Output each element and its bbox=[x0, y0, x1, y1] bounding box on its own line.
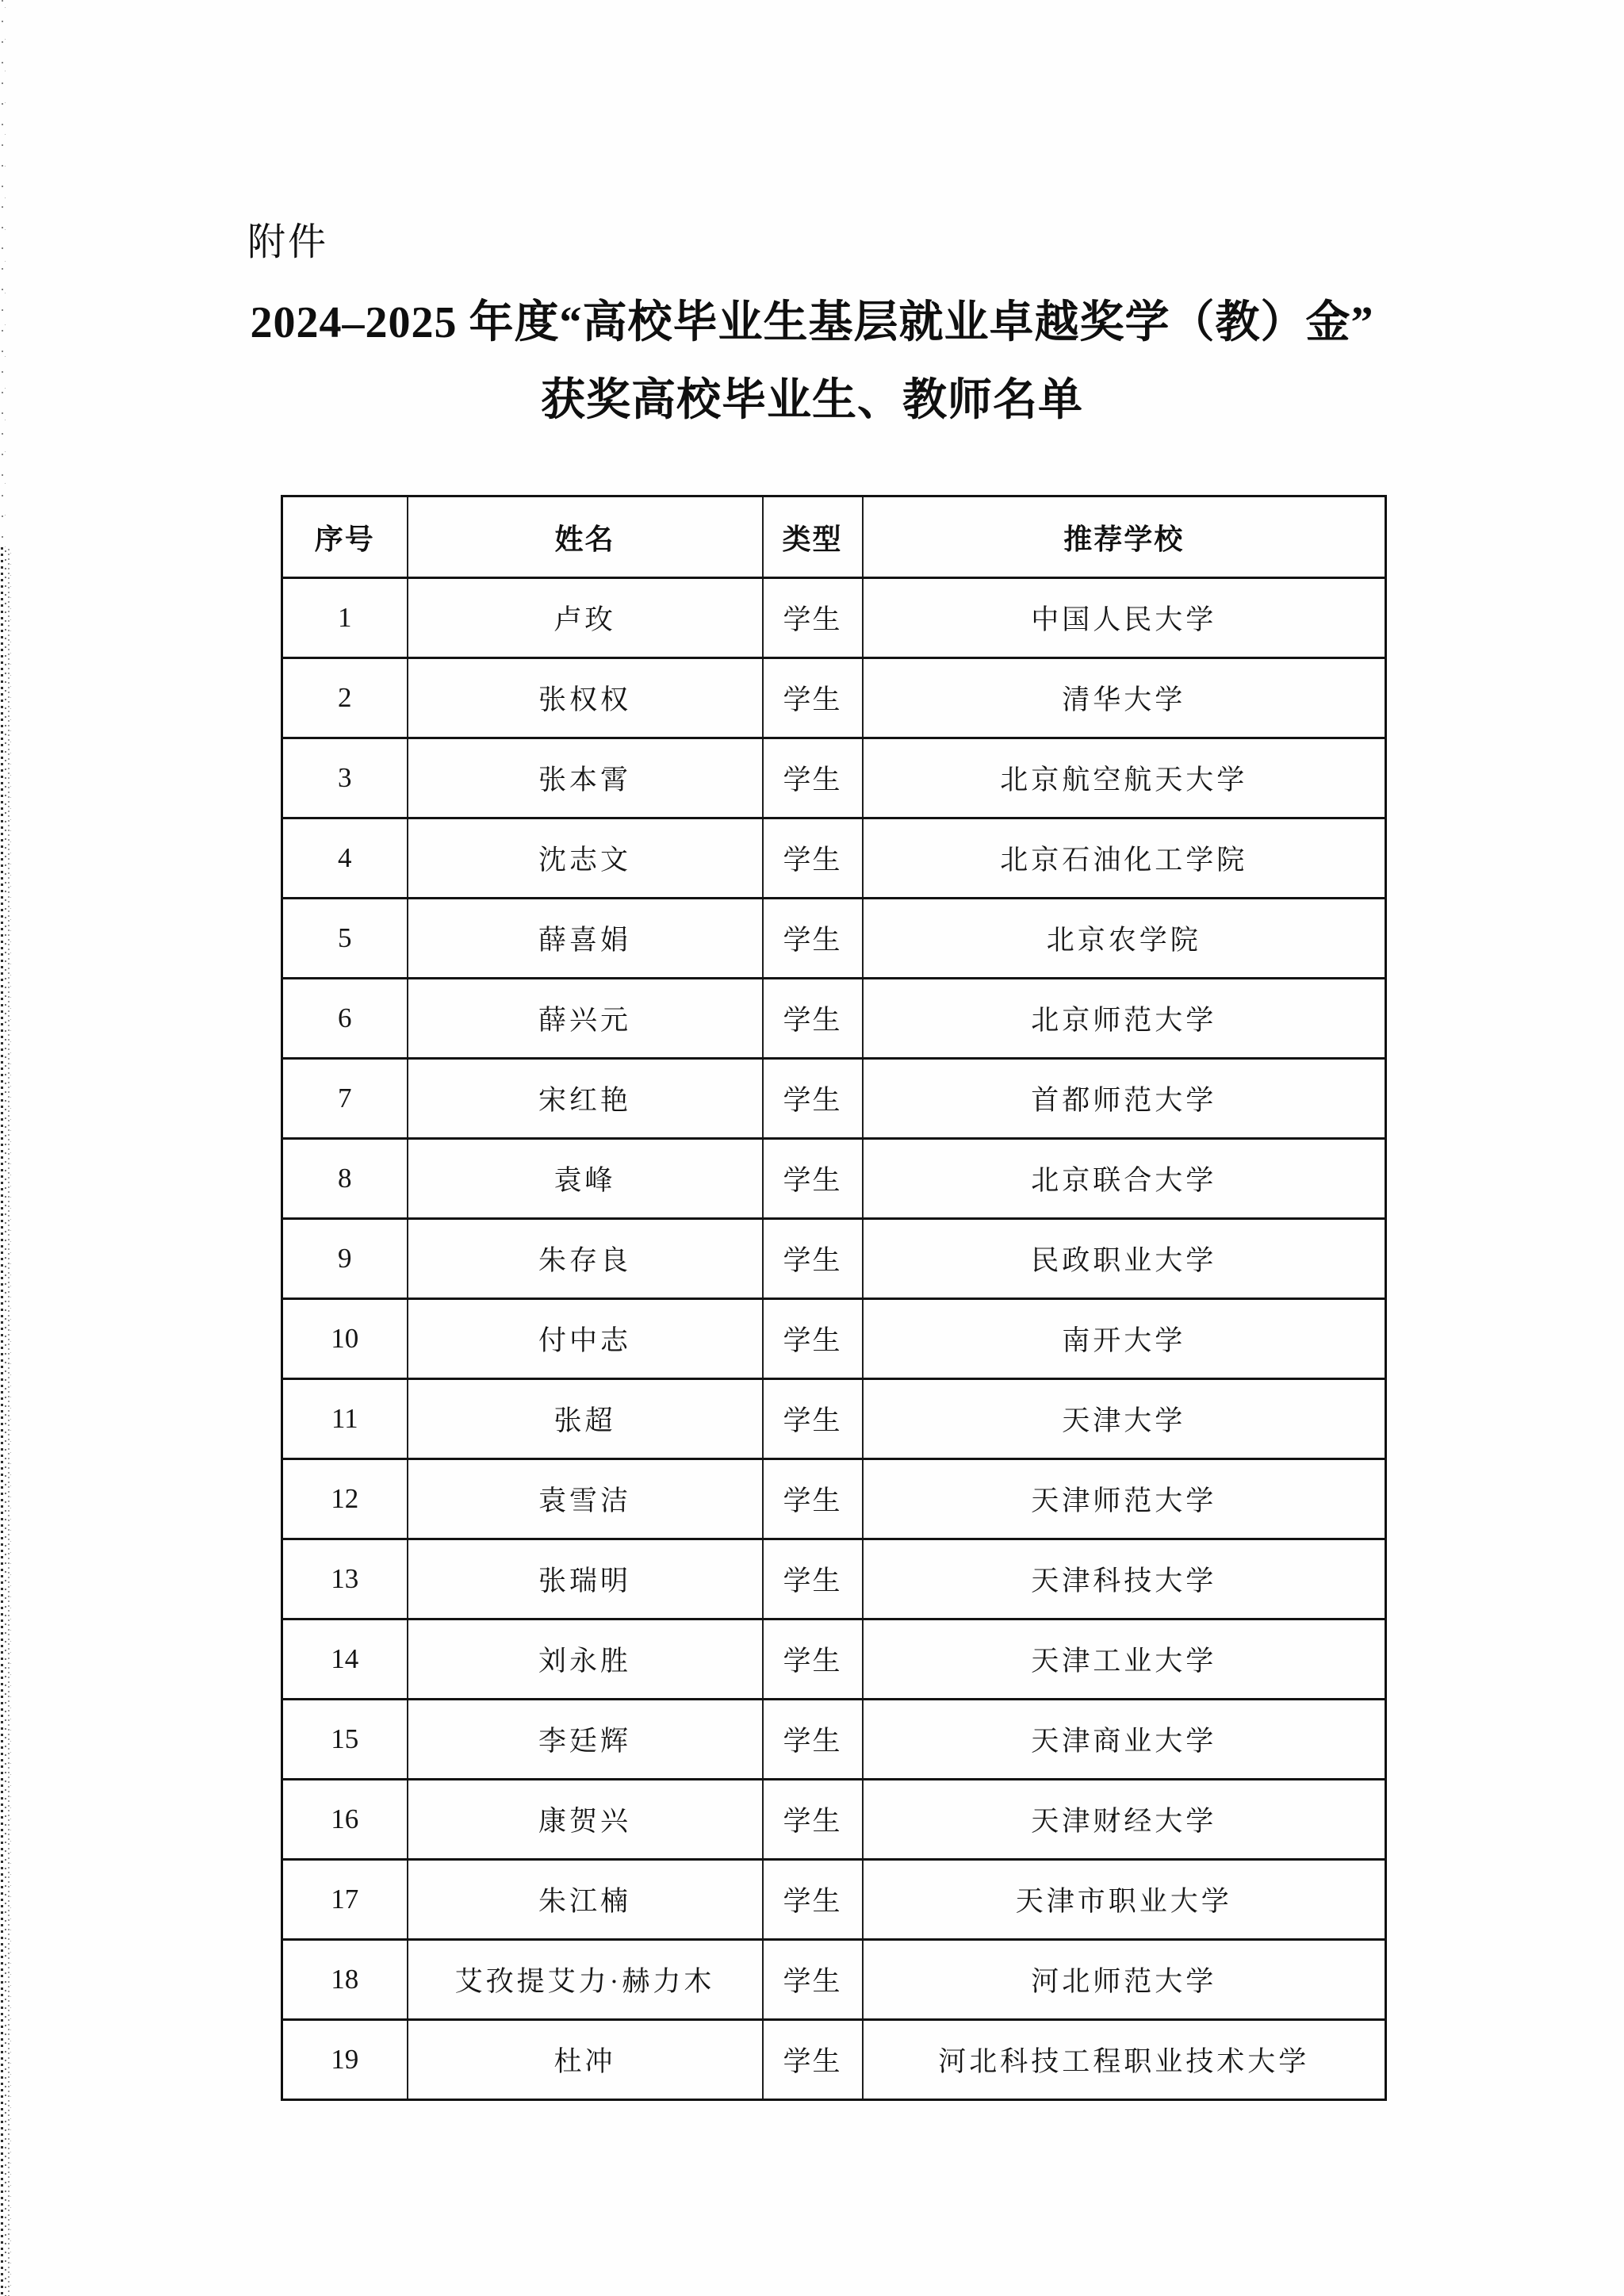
cell-recommending-school: 天津工业大学 bbox=[863, 1619, 1386, 1700]
table-row bbox=[282, 1459, 1386, 1539]
attachment-label: 附件 bbox=[247, 221, 329, 263]
scan-artifact-left-edge bbox=[0, 547, 13, 2296]
cell-recommending-school: 中国人民大学 bbox=[863, 578, 1386, 658]
cell-recommending-school: 北京石油化工学院 bbox=[863, 818, 1386, 899]
cell-serial-number: 18 bbox=[282, 1940, 408, 2020]
cell-recommending-school: 首都师范大学 bbox=[863, 1059, 1386, 1139]
table-row bbox=[282, 738, 1386, 818]
cell-type: 学生 bbox=[763, 1860, 863, 1940]
cell-serial-number: 11 bbox=[282, 1379, 408, 1459]
table-row bbox=[282, 1539, 1386, 1619]
cell-serial-number: 5 bbox=[282, 899, 408, 979]
cell-name: 卢玫 bbox=[408, 578, 763, 658]
cell-name: 付中志 bbox=[408, 1299, 763, 1379]
cell-type: 学生 bbox=[763, 1379, 863, 1459]
cell-serial-number: 8 bbox=[282, 1139, 408, 1219]
cell-name: 薛兴元 bbox=[408, 979, 763, 1059]
cell-recommending-school: 北京师范大学 bbox=[863, 979, 1386, 1059]
header-recommending-school: 推荐学校 bbox=[863, 496, 1386, 578]
table-row bbox=[282, 899, 1386, 979]
cell-serial-number: 13 bbox=[282, 1539, 408, 1619]
cell-name: 张超 bbox=[408, 1379, 763, 1459]
header-type: 类型 bbox=[763, 496, 863, 578]
cell-recommending-school: 北京航空航天大学 bbox=[863, 738, 1386, 818]
cell-name: 张权权 bbox=[408, 658, 763, 738]
cell-type: 学生 bbox=[763, 1940, 863, 2020]
cell-type: 学生 bbox=[763, 818, 863, 899]
cell-type: 学生 bbox=[763, 1539, 863, 1619]
cell-type: 学生 bbox=[763, 578, 863, 658]
cell-name: 宋红艳 bbox=[408, 1059, 763, 1139]
cell-recommending-school: 南开大学 bbox=[863, 1299, 1386, 1379]
cell-recommending-school: 天津师范大学 bbox=[863, 1459, 1386, 1539]
cell-type: 学生 bbox=[763, 1619, 863, 1700]
table-row bbox=[282, 2020, 1386, 2100]
cell-serial-number: 16 bbox=[282, 1780, 408, 1860]
cell-type: 学生 bbox=[763, 1219, 863, 1299]
cell-serial-number: 2 bbox=[282, 658, 408, 738]
cell-recommending-school: 民政职业大学 bbox=[863, 1219, 1386, 1299]
table-row bbox=[282, 1700, 1386, 1780]
awardees-table bbox=[281, 495, 1387, 2101]
cell-name: 薛喜娟 bbox=[408, 899, 763, 979]
cell-serial-number: 17 bbox=[282, 1860, 408, 1940]
cell-serial-number: 4 bbox=[282, 818, 408, 899]
cell-recommending-school: 河北师范大学 bbox=[863, 1940, 1386, 2020]
document-title-line-2: 获奖高校毕业生、教师名单 bbox=[541, 376, 1083, 425]
cell-serial-number: 6 bbox=[282, 979, 408, 1059]
table-row bbox=[282, 979, 1386, 1059]
table-row bbox=[282, 658, 1386, 738]
cell-name: 康贺兴 bbox=[408, 1780, 763, 1860]
cell-recommending-school: 河北科技工程职业技术大学 bbox=[863, 2020, 1386, 2100]
cell-recommending-school: 北京联合大学 bbox=[863, 1139, 1386, 1219]
cell-recommending-school: 天津商业大学 bbox=[863, 1700, 1386, 1780]
cell-recommending-school: 北京农学院 bbox=[863, 899, 1386, 979]
cell-serial-number: 3 bbox=[282, 738, 408, 818]
table-row bbox=[282, 1139, 1386, 1219]
cell-name: 朱江楠 bbox=[408, 1860, 763, 1940]
table-row bbox=[282, 1219, 1386, 1299]
cell-type: 学生 bbox=[763, 1059, 863, 1139]
cell-serial-number: 14 bbox=[282, 1619, 408, 1700]
cell-recommending-school: 清华大学 bbox=[863, 658, 1386, 738]
cell-name: 刘永胜 bbox=[408, 1619, 763, 1700]
cell-type: 学生 bbox=[763, 1299, 863, 1379]
cell-type: 学生 bbox=[763, 1700, 863, 1780]
cell-type: 学生 bbox=[763, 899, 863, 979]
cell-type: 学生 bbox=[763, 979, 863, 1059]
table-row bbox=[282, 1780, 1386, 1860]
cell-serial-number: 10 bbox=[282, 1299, 408, 1379]
cell-name: 朱存良 bbox=[408, 1219, 763, 1299]
cell-serial-number: 9 bbox=[282, 1219, 408, 1299]
cell-type: 学生 bbox=[763, 1780, 863, 1860]
cell-recommending-school: 天津科技大学 bbox=[863, 1539, 1386, 1619]
table-row bbox=[282, 1379, 1386, 1459]
cell-name: 张本霄 bbox=[408, 738, 763, 818]
cell-name: 沈志文 bbox=[408, 818, 763, 899]
cell-recommending-school: 天津财经大学 bbox=[863, 1780, 1386, 1860]
table-row bbox=[282, 1059, 1386, 1139]
cell-type: 学生 bbox=[763, 738, 863, 818]
table-row bbox=[282, 1940, 1386, 2020]
scan-artifact-left-edge-top bbox=[0, 0, 8, 547]
table-row bbox=[282, 1619, 1386, 1700]
cell-name: 张瑞明 bbox=[408, 1539, 763, 1619]
cell-name: 袁雪洁 bbox=[408, 1459, 763, 1539]
cell-serial-number: 15 bbox=[282, 1700, 408, 1780]
cell-type: 学生 bbox=[763, 1139, 863, 1219]
cell-type: 学生 bbox=[763, 2020, 863, 2100]
header-serial-number: 序号 bbox=[282, 496, 408, 578]
cell-name: 袁峰 bbox=[408, 1139, 763, 1219]
table-row bbox=[282, 578, 1386, 658]
cell-type: 学生 bbox=[763, 1459, 863, 1539]
cell-serial-number: 1 bbox=[282, 578, 408, 658]
cell-type: 学生 bbox=[763, 658, 863, 738]
cell-serial-number: 19 bbox=[282, 2020, 408, 2100]
cell-serial-number: 12 bbox=[282, 1459, 408, 1539]
cell-serial-number: 7 bbox=[282, 1059, 408, 1139]
cell-recommending-school: 天津大学 bbox=[863, 1379, 1386, 1459]
table-body bbox=[282, 578, 1386, 2100]
table-row bbox=[282, 1299, 1386, 1379]
cell-recommending-school: 天津市职业大学 bbox=[863, 1860, 1386, 1940]
table-row bbox=[282, 1860, 1386, 1940]
document-title-line-1: 2024–2025 年度“高校毕业生基层就业卓越奖学（教）金” bbox=[250, 298, 1374, 347]
cell-name: 李廷辉 bbox=[408, 1700, 763, 1780]
cell-name: 杜冲 bbox=[408, 2020, 763, 2100]
cell-name: 艾孜提艾力·赫力木 bbox=[408, 1940, 763, 2020]
header-name: 姓名 bbox=[408, 496, 763, 578]
table-row bbox=[282, 818, 1386, 899]
table-header-row bbox=[282, 496, 1386, 578]
